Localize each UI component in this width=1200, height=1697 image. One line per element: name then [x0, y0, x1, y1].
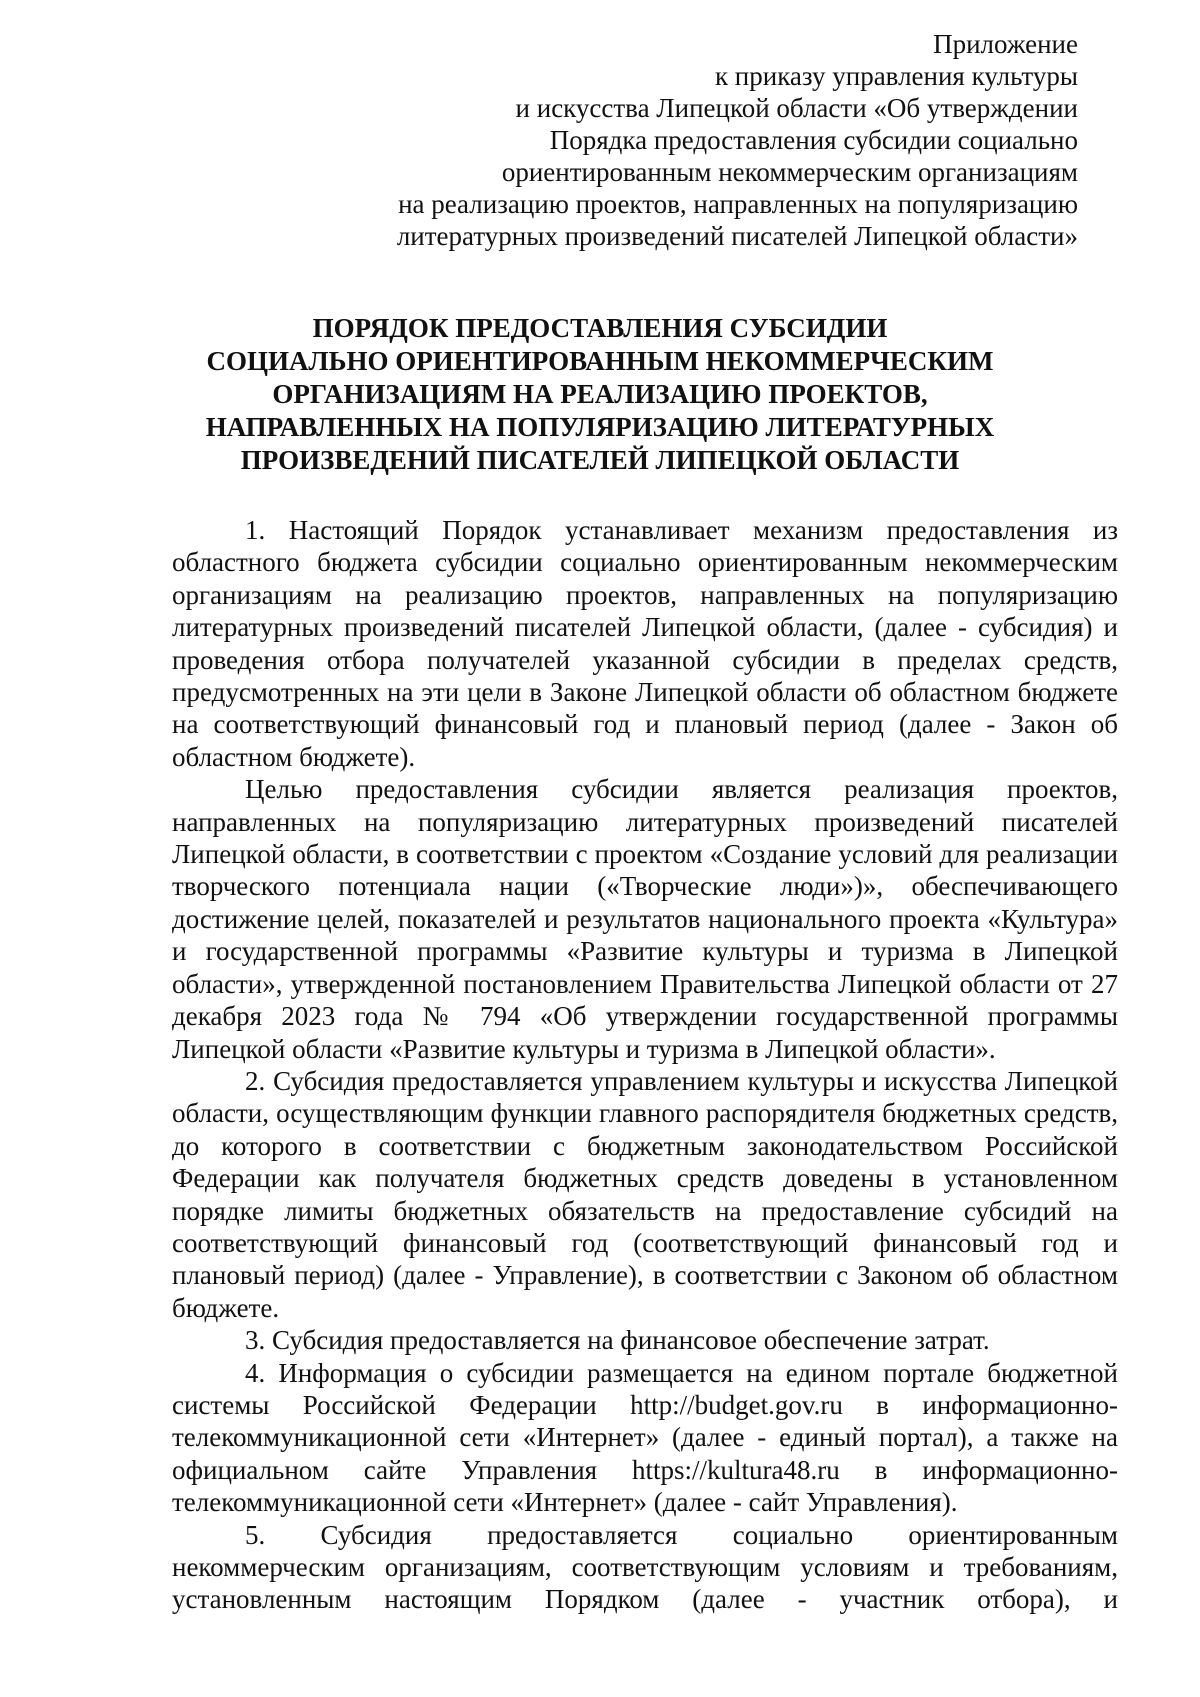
- appendix-line: и искусства Липецкой области «Об утверждении: [515, 93, 1078, 123]
- appendix-line: на реализацию проектов, направленных на популяризацию: [398, 189, 1078, 219]
- document-body: [172, 514, 1118, 1616]
- appendix-line: Приложение: [933, 29, 1078, 59]
- title-line: НАПРАВЛЕННЫХ НА ПОПУЛЯРИЗАЦИЮ ЛИТЕРАТУРНЫХ: [205, 412, 995, 442]
- paragraph-goal: Целью предоставления субсидии является реализация проектов, направленных на популяризацию литературных произведений писателей Липецкой области, в соответствии с проектом «Создание условий для реализации творческого потенциала нации («Творческие люди»)», обеспечивающего достижение целей, показателей и результатов национального проекта «Культура» и государственной программы «Развитие культуры и туризма в Липецкой области», утвержденной постановлением Правительства Липецкой области от 27 декабря 2023 года № 794 «Об утверждении государственной программы Липецкой области «Развитие культуры и туризма в Липецкой области».: [172, 774, 1118, 1064]
- paragraph-2: 2. Субсидия предоставляется управлением культуры и искусства Липецкой области, осуществляющим функции главного распорядителя бюджетных средств, до которого в соответствии с бюджетным законодательством Российской Федерации как получателя бюджетных средств доведены в установленном порядке лимиты бюджетных обязательств на предоставление субсидий на соответствующий финансовый год (соответствующий финансовый год и плановый период) (далее - Управление), в соответствии с Законом об областном бюджете.: [172, 1065, 1118, 1323]
- title-line: ПОРЯДОК ПРЕДОСТАВЛЕНИЯ СУБСИДИИ: [312, 313, 888, 343]
- paragraph-3: 3. Субсидия предоставляется на финансовое обеспечение затрат.: [245, 1325, 990, 1356]
- paragraph-5: 5. Субсидия предоставляется социально ориентированным некоммерческим организациям, соответствующим условиям и требованиям, установленным настоящим Порядком (далее - участник отбора), и: [172, 1519, 1118, 1615]
- paragraph-1: 1. Настоящий Порядок устанавливает механизм предоставления из областного бюджета субсидии социально ориентированным некоммерческим организациям на реализацию проектов, направленных на популяризацию литературных произведений писателей Липецкой области, (далее - субсидия) и проведения отбора получателей указанной субсидии в пределах средств, предусмотренных на эти цели в Законе Липецкой области об областном бюджете на соответствующий финансовый год и плановый период (далее - Закон об областном бюджете).: [172, 515, 1118, 772]
- title-line: ОРГАНИЗАЦИЯМ НА РЕАЛИЗАЦИЮ ПРОЕКТОВ,: [272, 379, 928, 409]
- appendix-line: к приказу управления культуры: [714, 61, 1078, 91]
- appendix-line: ориентированным некоммерческим организациям: [501, 157, 1078, 187]
- title-line: ПРОИЗВЕДЕНИЙ ПИСАТЕЛЕЙ ЛИПЕЦКОЙ ОБЛАСТИ: [240, 445, 960, 475]
- appendix-header: [278, 28, 1078, 252]
- appendix-line: литературных произведений писателей Липецкой области»: [396, 221, 1078, 251]
- document-title: [160, 312, 1040, 477]
- appendix-line: Порядка предоставления субсидии социально: [549, 125, 1078, 155]
- title-line: СОЦИАЛЬНО ОРИЕНТИРОВАННЫМ НЕКОММЕРЧЕСКИМ: [206, 346, 994, 376]
- paragraph-4: 4. Информация о субсидии размещается на едином портале бюджетной системы Российской Федерации http://budget.gov.ru в информационно-телекоммуникационной сети «Интернет» (далее - единый портал), а также на официальном сайте Управления https://kultura48.ru в информационно-телекоммуникационной сети «Интернет» (далее - сайт Управления).: [172, 1357, 1118, 1518]
